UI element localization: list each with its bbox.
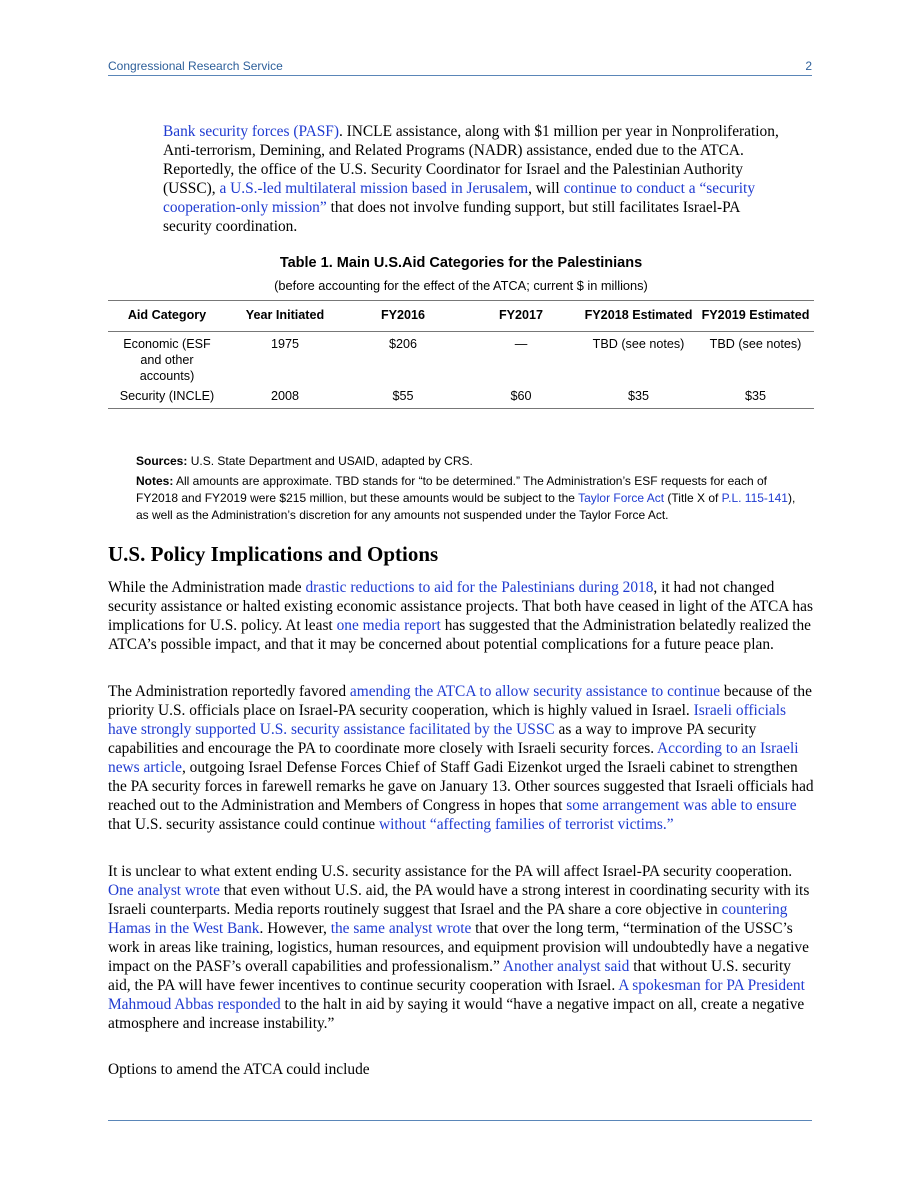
- body-paragraph-3: It is unclear to what extent ending U.S. security assistance for the PA will affect Israel-PA security cooperation. One analyst wrote that even without U.S. aid, the PA would have a strong interest in coordinating security with its Israeli counterparts. Media reports routinely suggest that Israel and the PA share a core objective in countering Hamas in the West Bank. However, the same analyst wrote that over the long term, “termination of the USSC’s work in areas like training, logistics, human resources, and equipment provision will undoubtedly have a negative impact on the PASF’s overall capabilities and professionalism.” Another analyst said that without U.S. security aid, the PA will have fewer incentives to continue security cooperation with Israel. A spokesman for PA President Mahmoud Abbas responded to the halt in aid by saying it would “have a negative impact on all, create a negative atmosphere and increase instability.”: [108, 863, 810, 1032]
- link-multilateral-mission[interactable]: a U.S.-led multilateral mission based in Jerusalem: [219, 180, 529, 197]
- table-title: Table 1. Main U.S.Aid Categories for the Palestinians: [279, 255, 643, 271]
- header-publisher: Congressional Research Service: [108, 59, 283, 73]
- table-header-row: [108, 301, 814, 332]
- link-pasf[interactable]: Bank security forces (PASF): [163, 123, 339, 140]
- aid-table: [108, 300, 814, 409]
- link-public-law[interactable]: P.L. 115-141: [721, 491, 788, 505]
- table-notes: Notes: All amounts are approximate. TBD stands for “to be determined.” The Administration’s ESF requests for each of FY2018 and FY2019 were $215 million, but these amounts would be subject to the Taylor Force Act (Title X of P.L. 115-141), as well as the Administration’s discretion for any amounts not suspended under the Taylor Force Act.: [136, 474, 796, 522]
- page-number: 2: [805, 59, 812, 73]
- body-paragraph-4: Options to amend the ATCA could include: [108, 1061, 370, 1078]
- body-paragraph-2: The Administration reportedly favored amending the ATCA to allow security assistance to continue because of the priority U.S. officials place on Israel-PA security cooperation, which is highly valued in Israel. Israeli officials have strongly supported U.S. security assistance facilitated by the USSC as a way to improve PA security capabilities and encourage the PA to coordinate more closely with Israeli security forces. According to an Israeli news article, outgoing Israel Defense Forces Chief of Staff Gadi Eizenkot urged the Israeli cabinet to strengthen the PA security forces in farewell remarks he gave on January 13. Other sources suggested that Israeli officials had reached out to the Administration and Members of Congress in hopes that some arrangement was able to ensure that U.S. security assistance could continue without “affecting families of terrorist victims.”: [108, 683, 814, 833]
- col-fy2019: FY2019 Estimated: [697, 301, 814, 332]
- link-taylor-force-act[interactable]: Taylor Force Act: [578, 491, 665, 505]
- col-fy2017: FY2017: [462, 301, 580, 332]
- link-arrangement[interactable]: some arrangement was able to ensure: [566, 797, 797, 814]
- col-year-initiated: Year Initiated: [226, 301, 344, 332]
- link-terrorist-victims[interactable]: without “affecting families of terrorist victims.”: [378, 816, 674, 833]
- footer-rule: [108, 1120, 812, 1121]
- intro-paragraph: Bank security forces (PASF). INCLE assistance, along with $1 million per year in Nonproliferation, Anti-terrorism, Demining, and Related Programs (NADR) assistance, ended due to the ATCA. Reportedly, the office of the U.S. Security Coordinator for Israel and the Palestinian Authority (USSC), a U.S.-led multilateral mission based in Jerusalem, will continue to conduct a “security cooperation-only mission” that does not involve funding support, but still facilitates Israel-PA security coordination.: [163, 123, 779, 235]
- table-subtitle: (before accounting for the effect of the ATCA; current $ in millions): [274, 278, 648, 293]
- link-same-analyst[interactable]: the same analyst wrote: [330, 920, 472, 937]
- link-israeli-news-article[interactable]: According to an Israeli news article: [108, 740, 799, 776]
- link-media-report[interactable]: one media report: [336, 617, 441, 634]
- table-row: Security (INCLE) 2008 $55 $60 $35 $35: [108, 386, 814, 409]
- table-sources: Sources: U.S. State Department and USAID, adapted by CRS.: [136, 454, 473, 468]
- section-heading: U.S. Policy Implications and Options: [108, 542, 439, 566]
- link-security-cooperation-mission[interactable]: continue to conduct a “security cooperation-only mission”: [163, 180, 756, 216]
- link-abbas-spokesman[interactable]: A spokesman for PA President Mahmoud Abbas responded: [108, 977, 805, 1013]
- link-aid-reductions[interactable]: drastic reductions to aid for the Palestinians during 2018: [305, 579, 654, 596]
- page-header: [108, 58, 812, 76]
- col-aid-category: Aid Category: [108, 301, 226, 332]
- table-row: Economic (ESF and other accounts) 1975 $206 — TBD (see notes) TBD (see notes): [123, 337, 802, 383]
- link-another-analyst[interactable]: Another analyst said: [502, 958, 630, 975]
- link-amending-atca[interactable]: amending the ATCA to allow security assistance to continue: [349, 683, 721, 700]
- link-countering-hamas[interactable]: countering Hamas in the West Bank: [108, 901, 788, 937]
- link-israeli-officials[interactable]: Israeli officials have strongly supported U.S. security assistance facilitated by the USSC: [108, 702, 787, 738]
- col-fy2016: FY2016: [344, 301, 462, 332]
- link-one-analyst[interactable]: One analyst wrote: [108, 882, 220, 899]
- body-paragraph-1: While the Administration made drastic reductions to aid for the Palestinians during 2018, it had not changed security assistance or halted existing economic assistance projects. That both have ceased in light of the ATCA has implications for U.S. policy. At least one media report has suggested that the Administration belatedly realized the ATCA’s possible impact, and that it may be concerned about potential complications for a future peace plan.: [108, 579, 813, 653]
- col-fy2018: FY2018 Estimated: [580, 301, 697, 332]
